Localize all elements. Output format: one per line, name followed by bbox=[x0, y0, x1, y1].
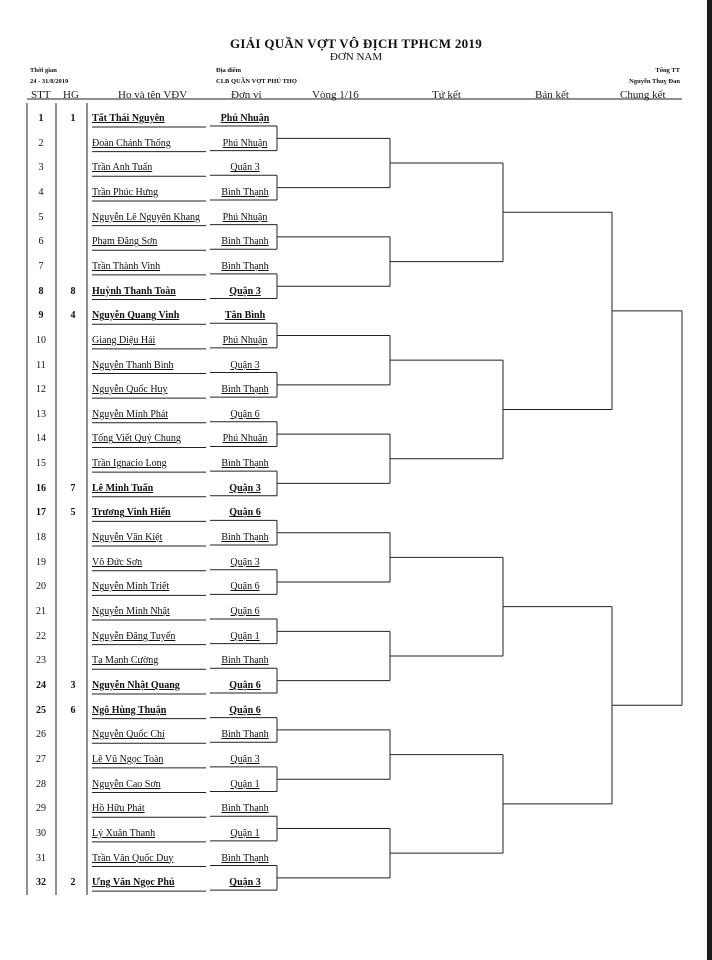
player-name: Trương Vinh Hiển bbox=[92, 507, 171, 519]
header-final: Chung kết bbox=[620, 89, 666, 101]
player-name: Nguyễn Cao Sơn bbox=[92, 778, 161, 790]
player-name: Võ Đức Sơn bbox=[92, 556, 143, 568]
player-club: Phú Nhuận bbox=[220, 113, 270, 124]
player-name: Lý Xuân Thanh bbox=[92, 827, 156, 839]
player-stt: 29 bbox=[36, 803, 46, 815]
player-club: Phú Nhuận bbox=[222, 211, 268, 223]
player-stt: 1 bbox=[38, 113, 44, 124]
player-club: Quận 1 bbox=[230, 827, 260, 839]
header-quarterfinal: Tứ kết bbox=[432, 89, 461, 101]
player-club: Quận 3 bbox=[230, 162, 260, 174]
player-name: Nguyễn Thanh Bình bbox=[92, 359, 174, 371]
player-stt: 27 bbox=[36, 753, 46, 765]
player-name: Nguyễn Quốc Chí bbox=[92, 729, 165, 741]
player-club: Quận 3 bbox=[229, 285, 261, 297]
player-club: Phú Nhuận bbox=[222, 433, 268, 445]
player-name: Tất Thái Nguyên bbox=[92, 113, 165, 124]
player-club: Quận 3 bbox=[230, 359, 260, 371]
player-stt: 30 bbox=[36, 827, 46, 839]
player-club: Bình Thạnh bbox=[221, 260, 269, 272]
player-name: Nguyễn Quang Vinh bbox=[92, 310, 180, 322]
player-club: Quận 6 bbox=[230, 581, 260, 593]
player-seed: 2 bbox=[70, 877, 76, 889]
player-name: Nguyễn Quốc Huy bbox=[92, 384, 168, 396]
player-name: Trần Văn Quốc Duy bbox=[92, 852, 174, 864]
player-club: Bình Thạnh bbox=[221, 532, 269, 544]
venue-label: Địa điểm bbox=[216, 67, 242, 74]
player-club: Phú Nhuận bbox=[222, 137, 268, 149]
player-club: Quận 1 bbox=[230, 778, 260, 790]
header-stt: STT bbox=[31, 89, 51, 101]
player-seed: 7 bbox=[70, 482, 76, 494]
player-club: Quận 6 bbox=[229, 704, 261, 716]
player-stt: 9 bbox=[38, 310, 44, 322]
player-stt: 14 bbox=[36, 433, 46, 445]
player-name: Tạ Mạnh Cường bbox=[92, 655, 159, 667]
header-semifinal: Bán kết bbox=[535, 89, 569, 101]
player-club: Quận 6 bbox=[230, 408, 260, 420]
player-club: Bình Thạnh bbox=[221, 384, 269, 396]
header-hg: HG bbox=[63, 89, 79, 101]
player-name: Ngô Hùng Thuận bbox=[92, 704, 167, 716]
time-value: 24 - 31/8/2019 bbox=[30, 78, 69, 85]
player-club: Bình Thạnh bbox=[221, 852, 269, 864]
player-stt: 17 bbox=[36, 507, 46, 519]
player-club: Bình Thạnh bbox=[221, 729, 269, 741]
player-club: Quận 6 bbox=[230, 606, 260, 617]
page-title: GIẢI QUẦN VỢT VÔ ĐỊCH TPHCM 2019 bbox=[229, 36, 483, 51]
player-name: Đoàn Chánh Thống bbox=[92, 137, 171, 149]
player-seed: 4 bbox=[70, 310, 76, 322]
player-stt: 25 bbox=[36, 704, 46, 716]
player-seed: 5 bbox=[70, 507, 76, 519]
player-stt: 28 bbox=[36, 778, 46, 790]
player-seed: 6 bbox=[70, 704, 76, 716]
header-club: Đơn vị bbox=[231, 89, 262, 101]
player-name: Nguyễn Đăng Tuyển bbox=[92, 630, 176, 642]
image-edge bbox=[707, 0, 712, 960]
player-name: Tống Viết Quý Chung bbox=[92, 433, 181, 445]
player-name: Ưng Văn Ngọc Phú bbox=[92, 877, 175, 889]
player-stt: 19 bbox=[36, 556, 46, 568]
player-name: Nguyễn Minh Triết bbox=[92, 581, 170, 593]
player-name: Nguyễn Minh Nhật bbox=[92, 606, 170, 617]
player-stt: 22 bbox=[36, 630, 46, 642]
player-club: Quận 3 bbox=[230, 753, 260, 765]
player-stt: 12 bbox=[36, 384, 46, 396]
time-label: Thời gian bbox=[30, 67, 57, 74]
player-stt: 11 bbox=[36, 359, 46, 371]
player-name: Trần Thành Vinh bbox=[92, 260, 161, 272]
player-club: Tân Bình bbox=[224, 310, 266, 322]
player-club: Quận 3 bbox=[229, 877, 261, 889]
player-stt: 6 bbox=[38, 236, 44, 248]
player-club: Bình Thạnh bbox=[221, 655, 269, 667]
player-stt: 7 bbox=[38, 260, 44, 272]
player-stt: 26 bbox=[36, 729, 46, 741]
header-round-16: Vòng 1/16 bbox=[312, 89, 359, 101]
page-subtitle: ĐƠN NAM bbox=[329, 51, 383, 63]
player-name: Giang Diệu Hải bbox=[92, 334, 156, 346]
player-club: Quận 3 bbox=[229, 482, 261, 494]
player-club: Bình Thạnh bbox=[221, 236, 269, 248]
player-club: Quận 6 bbox=[229, 679, 261, 691]
player-stt: 10 bbox=[36, 334, 46, 346]
player-name: Lê Minh Tuấn bbox=[92, 482, 154, 494]
player-stt: 21 bbox=[36, 606, 46, 617]
player-name: Nguyễn Văn Kiệt bbox=[92, 532, 163, 544]
player-club: Bình Thạnh bbox=[221, 186, 269, 198]
player-name: Trần Ignacio Long bbox=[92, 458, 167, 470]
player-stt: 23 bbox=[36, 655, 46, 667]
player-name: Lê Vũ Ngọc Toàn bbox=[92, 753, 164, 765]
player-name: Nguyễn Lê Nguyên Khang bbox=[92, 211, 201, 223]
player-seed: 1 bbox=[70, 113, 76, 124]
player-club: Quận 1 bbox=[230, 630, 260, 642]
player-stt: 2 bbox=[38, 137, 44, 149]
player-name: Trần Anh Tuấn bbox=[92, 162, 153, 174]
player-name: Hồ Hữu Phát bbox=[92, 803, 145, 815]
player-stt: 32 bbox=[36, 877, 46, 889]
player-stt: 16 bbox=[36, 482, 46, 494]
player-club: Quận 3 bbox=[230, 556, 260, 568]
player-name: Huỳnh Thanh Toàn bbox=[92, 285, 176, 297]
player-name: Nguyễn Nhật Quang bbox=[92, 679, 180, 691]
player-club: Quận 6 bbox=[229, 507, 261, 519]
player-stt: 13 bbox=[36, 408, 46, 420]
player-stt: 24 bbox=[36, 679, 46, 691]
director-value: Nguyễn Thuỵ Đan bbox=[629, 78, 680, 85]
player-stt: 8 bbox=[38, 285, 44, 297]
player-seed: 8 bbox=[70, 285, 76, 297]
player-club: Bình Thạnh bbox=[221, 458, 269, 470]
header-name: Họ và tên VĐV bbox=[118, 89, 188, 101]
player-stt: 4 bbox=[38, 186, 44, 198]
player-club: Bình Thạnh bbox=[221, 803, 269, 815]
player-stt: 18 bbox=[36, 532, 46, 544]
venue-value: CLB QUẦN VỢT PHÚ THỌ bbox=[216, 78, 297, 85]
player-stt: 3 bbox=[38, 162, 44, 174]
player-name: Phạm Đăng Sơn bbox=[92, 236, 158, 248]
player-name: Nguyễn Minh Phát bbox=[92, 408, 169, 420]
player-stt: 31 bbox=[36, 852, 46, 864]
player-seed: 3 bbox=[70, 679, 76, 691]
player-stt: 5 bbox=[38, 211, 44, 223]
director-label: Tổng TT bbox=[655, 67, 680, 74]
player-club: Phú Nhuận bbox=[222, 334, 268, 346]
player-stt: 20 bbox=[36, 581, 46, 593]
player-stt: 15 bbox=[36, 458, 46, 470]
player-name: Trần Phúc Hưng bbox=[92, 186, 159, 198]
